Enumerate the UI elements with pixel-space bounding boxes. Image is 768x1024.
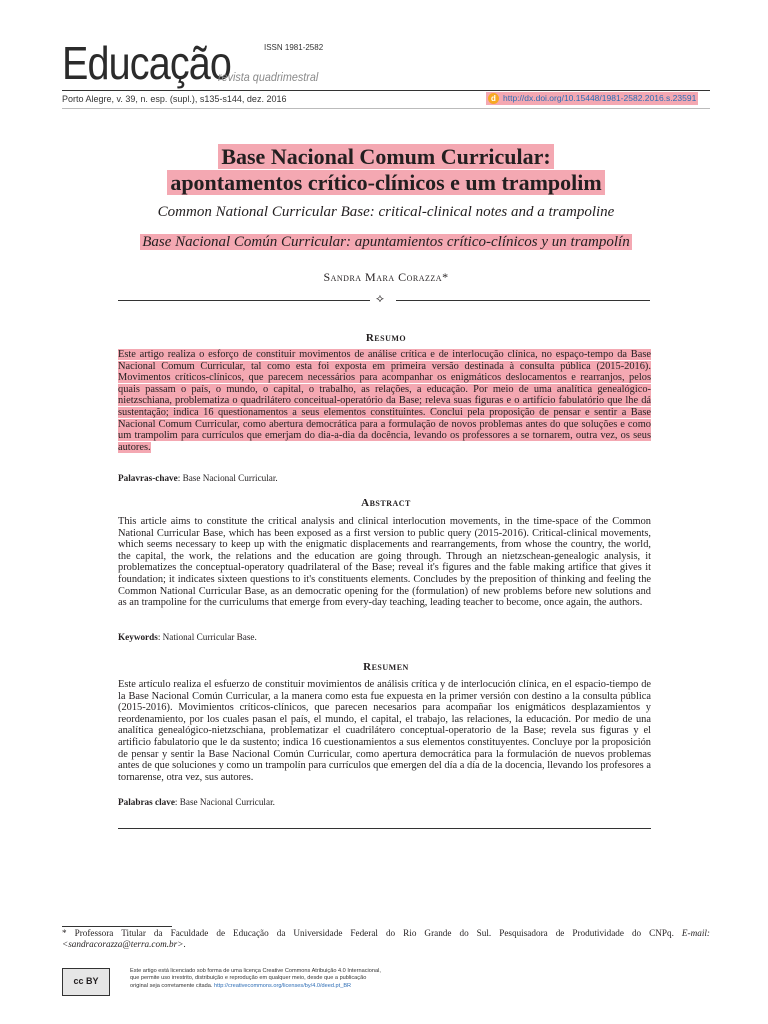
abstract-heading: Abstract — [361, 497, 411, 509]
license-url[interactable]: http://creativecommons.org/licenses/by/4.0/deed.pt_BR — [213, 982, 352, 989]
separator-right — [396, 300, 650, 301]
citation: Porto Alegre, v. 39, n. esp. (supl.), s135-s144, dez. 2016 — [62, 94, 287, 104]
title-english: Common National Curricular Base: critical-clinical notes and a trampoline — [157, 204, 615, 220]
author-email[interactable]: <sandracorazza@terra.com.br> — [62, 939, 184, 949]
issn: ISSN 1981-2582 — [264, 43, 324, 52]
separator-ornament-icon: ⟡ — [376, 291, 384, 305]
resumo-text: Este artigo realiza o esforço de constituir movimentos de análise crítica e de interlocução clínica, no espaço-tempo da Base Nacional Comum Curricular, tal como esta foi exposta em primeira versão destinada à consulta pública (2015-2016). Movimentos críticos-clínicos, que parecem necessários para acompanhar os enigmáticos deslocamentos e rearranjos, pelos quais passam o país, o mundo, o capital, o trabalho, as relações, a educação. Por meio de uma analítica genealógico-nietzschiana, problematiza o quadrilátero conceitual-operatório da Base; releva suas figuras e o artifício fabulatório que lhe dá sustentação; indica 16 questionamentos a seus elementos constituintes. Conclui pela proposição de pensar e sentir a Base Nacional Comum Curricular, como abertura democrática para a formulação de novos problemas antes do que soluções e como um trampolim para currículos que emerjam do dia-a-dia da docência, levando os professores a se tornarem, outra vez, os seus autores. — [118, 349, 651, 453]
header-rule — [62, 90, 710, 91]
doi-url[interactable]: http://dx.doi.org/10.15448/1981-2582.2016.s.23591 — [503, 93, 697, 103]
title-line-2: apontamentos crítico-clínicos e um trampolim — [62, 170, 710, 196]
journal-subtitle: revista quadrimestral — [218, 70, 319, 84]
abstract-text: This article aims to constitute the critical analysis and clinical interlocution movements, in the time-space of the Common National Curricular Base, which has been exposed as a first version to public query (2015-2016). Critical-clinical movements, which seems necessary to keep up with the enigmatic displacements and rearrangements, from whose the country, the world, the capital, the work, the relations and the education are going through. Through an nietzschean-genealogic analysis, it problematizes the conceptual-operatory quadrilateral of the Base; reveal it's figures and the fable making artifice that gives it foundation; it indicates sixteen questions to it's constituents elements. Concludes by the preposition of thinking and feeling the Common National Curricular Base, as an democratic opening for the (formulation) of new problems before new solutions and as an trampoline for the curriculums that emerge from every-day teaching, leading teacher to become, once again, the authors. — [118, 516, 651, 609]
footnote: * Professora Titular da Faculdade de Educação da Universidade Federal do Rio Grande do Sul. Pesquisadora de Produtividade do CNPq. E-mail: <sandracorazza@terra.com.br>. — [62, 928, 710, 949]
footnote-rule — [62, 926, 172, 927]
bottom-rule — [118, 828, 651, 829]
title-spanish: Base Nacional Común Curricular: apuntamientos crítico-clínicos y un trampolín — [142, 234, 630, 250]
title-line-1: Base Nacional Comum Curricular: — [62, 144, 710, 170]
cc-by-license-icon[interactable]: cc BY — [62, 968, 110, 996]
separator-left — [118, 300, 370, 301]
resumen-keywords: Palabras clave: Base Nacional Curricular. — [118, 797, 275, 807]
author: Sandra Mara Corazza* — [323, 270, 449, 284]
doi-icon: d — [488, 93, 499, 104]
doi-link[interactable] — [486, 92, 698, 105]
journal-name: Educação — [62, 37, 232, 89]
resumen-text: Este artículo realiza el esfuerzo de constituir movimientos de análisis crítica y de interlocución clínica, en el espacio-tiempo de la Base Nacional Común Curricular, a la manera como esta fue expuesta en la primer versión con destino a la consulta pública (2015-2016). Movimientos críticos-clínicos, que parecen necesarios para acompañar los enigmáticos desplazamientos y reordenamiento, por los cuales pasan el país, el mundo, el capital, el trabajo, las relaciones, la educación. Por medio de una analítica genealógico-nietzschiana, problematizar el cuadrilátero conceptual-operatorio de la Base; revela sus figuras y el artificio fabulatorio que le da sustento; indica 16 cuestionamientos a sus elementos constituyentes. Concluye por la proposición de pensar y sentir la Base Nacional Común Curricular, como apertura democrática para la formulación de nuevos problemas antes de que soluciones y como un trampolín para currículos que emergen del día a día de la docencia, llevando los profesores a tornarense, otra vez, sus autores. — [118, 679, 651, 783]
resumen-heading: Resumen — [363, 661, 409, 673]
resumo-keywords: Palavras-chave: Base Nacional Curricular. — [118, 473, 278, 483]
abstract-keywords: Keywords: National Curricular Base. — [118, 632, 257, 642]
header-rule-2 — [62, 108, 710, 109]
license-text: Este artigo está licenciado sob forma de uma licença Creative Commons Atribuição 4.0 Internacional, que permite uso irrestrito, distribuição e reprodução em qualquer meio, desde que a publicação original seja corretamente citada. http://creativecommons.org/licenses/by/4.0/deed.pt_BR — [130, 968, 381, 989]
resumo-heading: Resumo — [365, 332, 407, 344]
